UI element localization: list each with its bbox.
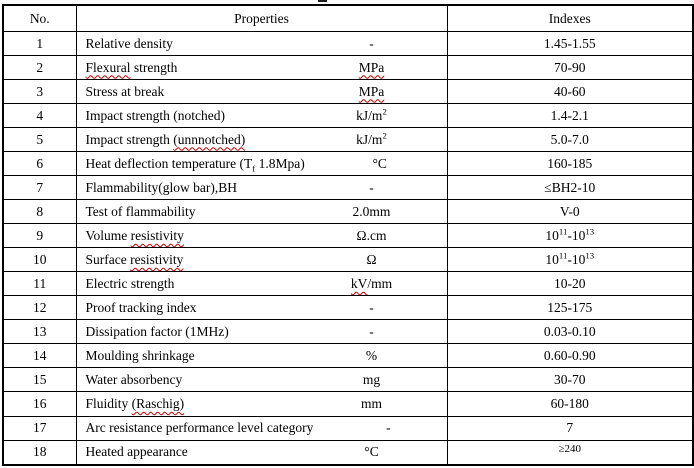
text-segment: 11 [558,226,568,237]
cropped-title-fragment [318,0,327,2]
index-cell [447,368,693,392]
text-segment: Impact strength [85,131,174,147]
property-cell [76,344,447,368]
text-segment: 70-90 [554,59,586,75]
unit-value [313,420,447,436]
property-layout [77,84,447,100]
row-number-cell: 2 [3,56,76,80]
text-segment: Dissipation factor (1MHz) [85,323,229,339]
row-number-cell: 17 [3,416,76,440]
property-layout [77,420,447,436]
text-segment: 2 [382,106,387,117]
property-layout [77,396,447,412]
index-cell [447,416,693,440]
property-cell [76,224,447,248]
unit-value [297,252,447,268]
text-segment: MPa [358,83,385,99]
table-row [3,272,693,296]
property-name [86,204,297,220]
property-layout [77,108,447,124]
property-name [86,396,297,412]
text-segment: 60-180 [550,395,589,411]
text-segment: Fluidity [85,395,132,411]
header-indexes: Indexes [447,5,693,32]
text-segment: strength [130,59,178,75]
index-cell [447,344,693,368]
text-segment: -10 [567,251,586,267]
text-segment: MPa [358,59,385,75]
text-segment: 40-60 [554,83,586,99]
row-number-cell: 9 [3,224,76,248]
text-segment: Volume [85,227,131,243]
properties-table [2,4,694,466]
row-number-cell: 6 [3,152,76,176]
text-segment: kV [350,275,368,291]
property-cell [76,248,447,272]
text-segment: 7 [566,420,574,436]
text-segment: (Raschig) [131,395,185,411]
property-cell [76,80,447,104]
unit-value [297,60,447,76]
unit-value [305,156,447,172]
property-cell [76,440,447,465]
table-header-row [3,5,693,32]
property-name [86,60,297,76]
text-segment: resistivity [130,251,184,267]
property-layout [77,36,447,52]
row-number-cell: 13 [3,320,76,344]
unit-value [297,180,447,196]
row-number-cell: 10 [3,248,76,272]
row-number-cell: 8 [3,200,76,224]
text-segment: resistivity [130,227,184,243]
property-name [86,36,297,52]
property-name [86,348,297,364]
text-segment: 0.03-0.10 [543,323,596,339]
text-segment: Heat deflection temperature (T [85,155,253,171]
property-layout [77,60,447,76]
index-cell [447,296,693,320]
text-segment: kJ/m [356,131,383,147]
unit-value [297,84,447,100]
table-row [3,440,693,465]
table-row [3,368,693,392]
table-row [3,80,693,104]
table-row [3,392,693,416]
text-segment: (unnnotched) [173,131,246,147]
property-cell [76,152,447,176]
text-segment: Surface [85,251,131,267]
property-name [86,444,297,460]
text-segment: 10 [545,251,559,267]
text-segment: Impact strength (notched) [85,107,225,123]
unit-value [297,36,447,52]
text-segment: Relative density [85,35,173,51]
text-segment: 10 [545,227,559,243]
unit-value [297,348,447,364]
text-segment: Flexural [85,59,131,75]
unit-value [297,396,447,412]
text-segment: 5.0-7.0 [550,131,589,147]
table-row [3,224,693,248]
text-segment: Moulding shrinkage [85,347,195,363]
table-row [3,248,693,272]
property-layout [77,204,447,220]
index-cell [447,176,693,200]
property-name [86,300,297,316]
text-segment: Electric strength [85,275,175,291]
text-segment: kJ/m [356,107,383,123]
table-row [3,152,693,176]
text-segment: 13 [585,226,595,237]
unit-value [297,444,447,460]
row-number-cell: 12 [3,296,76,320]
index-cell [447,32,693,56]
unit-value [297,372,447,388]
property-name [86,228,297,244]
text-segment: - [369,299,374,315]
property-cell [76,176,447,200]
text-segment: Proof tracking index [85,299,197,315]
row-number-cell: 7 [3,176,76,200]
property-layout [77,132,447,148]
property-layout [77,348,447,364]
text-segment: °C [372,155,387,171]
text-segment: Test of flammability [85,203,196,219]
text-segment: f [252,163,256,174]
row-number-cell: 16 [3,392,76,416]
text-segment: 125-175 [547,299,593,315]
text-segment: 2 [382,130,387,141]
text-segment: Arc resistance performance level category [85,420,314,436]
property-layout [77,444,447,460]
unit-value [297,132,447,148]
text-segment: ≥240 [558,442,582,455]
property-name [86,324,297,340]
index-cell [447,320,693,344]
property-layout [77,228,447,244]
text-segment: - [369,179,374,195]
text-segment: Flammability(glow bar),BH [85,179,237,195]
table-row [3,344,693,368]
property-name [86,372,297,388]
text-segment: Stress at break [85,83,165,99]
unit-value [297,108,447,124]
text-segment: - [369,35,374,51]
text-segment: -10 [567,227,586,243]
index-cell [447,80,693,104]
property-cell [76,392,447,416]
text-segment: Ω.cm [356,227,387,243]
property-name [86,84,297,100]
text-segment: 11 [558,250,568,261]
text-segment: % [365,347,378,363]
text-segment: - [386,420,391,436]
property-cell [76,368,447,392]
property-cell [76,200,447,224]
property-name [86,156,305,172]
property-cell [76,56,447,80]
index-cell [447,392,693,416]
table-body [3,32,693,466]
unit-value [297,300,447,316]
table-row [3,296,693,320]
index-cell [447,104,693,128]
property-cell [76,104,447,128]
text-segment: 13 [585,250,595,261]
index-cell [447,440,693,465]
text-segment: /mm [367,275,393,291]
row-number-cell: 4 [3,104,76,128]
property-name [86,276,297,292]
text-segment: ≤BH2-10 [544,179,596,195]
row-number-cell: 1 [3,32,76,56]
index-cell [447,128,693,152]
row-number-cell: 14 [3,344,76,368]
row-number-cell: 5 [3,128,76,152]
text-segment: mg [362,371,381,387]
text-segment: - [369,323,374,339]
property-cell [76,272,447,296]
property-layout [77,372,447,388]
header-properties: Properties [76,5,447,32]
text-segment: °C [364,444,379,460]
index-cell [447,248,693,272]
property-name [86,108,297,124]
property-cell [76,32,447,56]
property-name [86,420,314,436]
property-layout [77,180,447,196]
unit-value [297,228,447,244]
property-cell [76,128,447,152]
table-row [3,128,693,152]
text-segment: 160-185 [547,155,593,171]
index-cell [447,152,693,176]
property-layout [77,276,447,292]
table-row [3,320,693,344]
property-name [86,132,297,148]
text-segment: Water absorbency [85,371,183,387]
property-layout [77,324,447,340]
text-segment: 1.4-2.1 [550,107,589,123]
property-layout [77,156,447,172]
unit-value [297,204,447,220]
index-cell [447,56,693,80]
index-cell [447,272,693,296]
text-segment: 1.8Mpa) [255,155,305,171]
property-layout [77,252,447,268]
table-row [3,416,693,440]
index-cell [447,224,693,248]
text-segment: 1.45-1.55 [543,35,596,51]
table-row [3,56,693,80]
unit-value [297,324,447,340]
text-segment: V-0 [559,203,580,219]
unit-value [297,276,447,292]
row-number-cell: 3 [3,80,76,104]
property-cell [76,416,447,440]
table-row [3,200,693,224]
text-segment: Ω [366,251,377,267]
text-segment: 10-20 [554,275,586,291]
text-segment: 2.0mm [352,203,391,219]
row-number-cell: 18 [3,440,76,465]
table-row [3,104,693,128]
row-number-cell: 11 [3,272,76,296]
row-number-cell: 15 [3,368,76,392]
text-segment: mm [360,395,382,411]
table-row [3,176,693,200]
property-cell [76,320,447,344]
text-segment: 0.60-0.90 [543,347,596,363]
property-name [86,252,297,268]
text-segment: 30-70 [554,371,586,387]
property-layout [77,300,447,316]
property-name [86,180,297,196]
property-cell [76,296,447,320]
index-cell [447,200,693,224]
header-no: No. [3,5,76,32]
table-row [3,32,693,56]
text-segment: Heated appearance [85,444,188,460]
